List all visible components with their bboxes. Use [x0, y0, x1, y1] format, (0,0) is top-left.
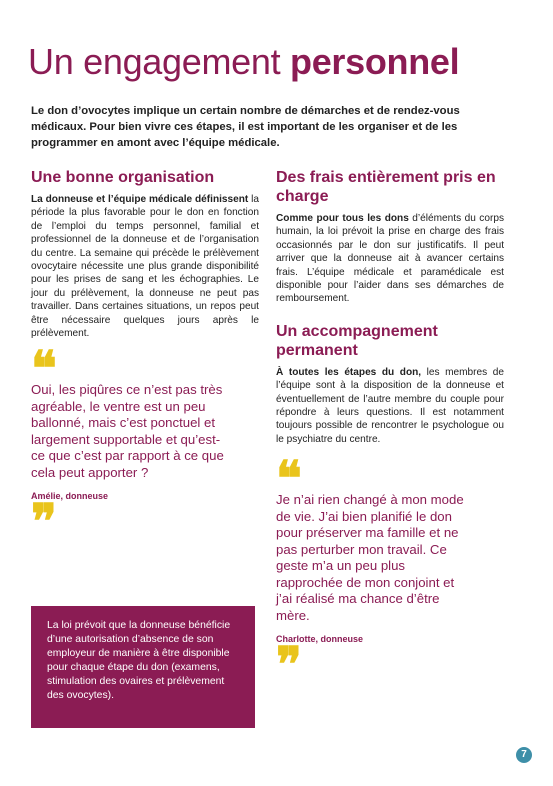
organisation-lead: La donneuse et l’équipe médicale définissent: [31, 194, 249, 205]
intro-paragraph: Le don d’ovocytes implique un certain nombre de démarches et de rendez-vous médicaux. Pour bien vivre ces étapes, il est important de les organiser et de les programmer en amont avec l’équipe médicale.: [31, 105, 460, 149]
accompagnement-text: les membres de l’équipe sont à la disposition de la donneuse et éventuellement de l’autre membre du couple pour répondre à leurs questions. Il est notamment toujours possible de rencontrer le psychologue ou le psychiatre du centre.: [276, 366, 504, 445]
close-quote-icon: ❞: [31, 494, 53, 551]
page-number-badge: 7: [516, 747, 532, 763]
frais-paragraph: [276, 212, 504, 306]
quote-author-amelie: Amélie, donneuse: [31, 491, 109, 502]
quote-charlotte: Je n’ai rien changé à mon mode de vie. J’ai bien planifié le don pour préserver ma famille et ne pas perturber mon travail. Ce geste m’a un peu plus rapprochée de mon conjoint et j’ai réalisé ma chance d’être mère.: [276, 492, 464, 623]
close-quote-icon: ❞: [276, 637, 298, 694]
page-title-bold: personnel: [290, 41, 460, 82]
legal-callout-box: [31, 606, 255, 728]
frais-lead: Comme pour tous les dons: [276, 213, 409, 224]
open-quote-icon: ❝: [276, 451, 298, 508]
left-column: [31, 168, 259, 551]
accompagnement-lead: À toutes les étapes du don,: [276, 366, 422, 378]
page-title: [28, 40, 459, 84]
quote-author-charlotte: Charlotte, donneuse: [276, 634, 364, 645]
quote-amelie: Oui, les piqûres ce n’est pas très agréable, le ventre est un peu ballonné, mais c’est ponctuel et largement supportable et qu’est-ce que c’est par rapport à ce que cela peut apporter ?: [31, 382, 224, 480]
right-column: [276, 168, 504, 694]
open-quote-icon: ❝: [31, 341, 53, 398]
section-heading-accompagnement: Un accompagnement permanent: [276, 322, 438, 359]
organisation-paragraph: [31, 193, 259, 340]
accompagnement-paragraph: [276, 366, 504, 446]
frais-text: d’éléments du corps humain, la loi prévoit la prise en charge des frais occasionnés par le don sur justificatifs. Il peut arriver que la donneuse ait à avancer certains frais. L’équipe médicale et paramédicale est disponible pour l’aider dans ses démarches de remboursement.: [276, 213, 504, 305]
section-heading-frais: Des frais entièrement pris en charge: [276, 169, 496, 205]
page-title-regular: Un engagement: [28, 41, 290, 82]
organisation-text: la période la plus favorable pour le don en fonction de l’emploi du temps personnel, familial et professionnel de la donneuse et de l’organisation du centre. La semaine qui précède le prélèvement ovocytaire nécessite une plus grande disponibilité pour les prises de sang et les échographies. Le jour du prélèvement, la donneuse ne peut pas travailler. Dans certaines situations, un repos peut être nécessaire quelques jours après le prélèvement.: [31, 194, 259, 340]
section-heading-organisation: Une bonne organisation: [31, 169, 215, 186]
legal-callout-text: La loi prévoit que la donneuse bénéficie d’une autorisation d’absence de son employeur de manière à être disponible pour chaque étape du don (examens, stimulation des ovaires et prélèvement des ovocytes).: [47, 620, 231, 701]
